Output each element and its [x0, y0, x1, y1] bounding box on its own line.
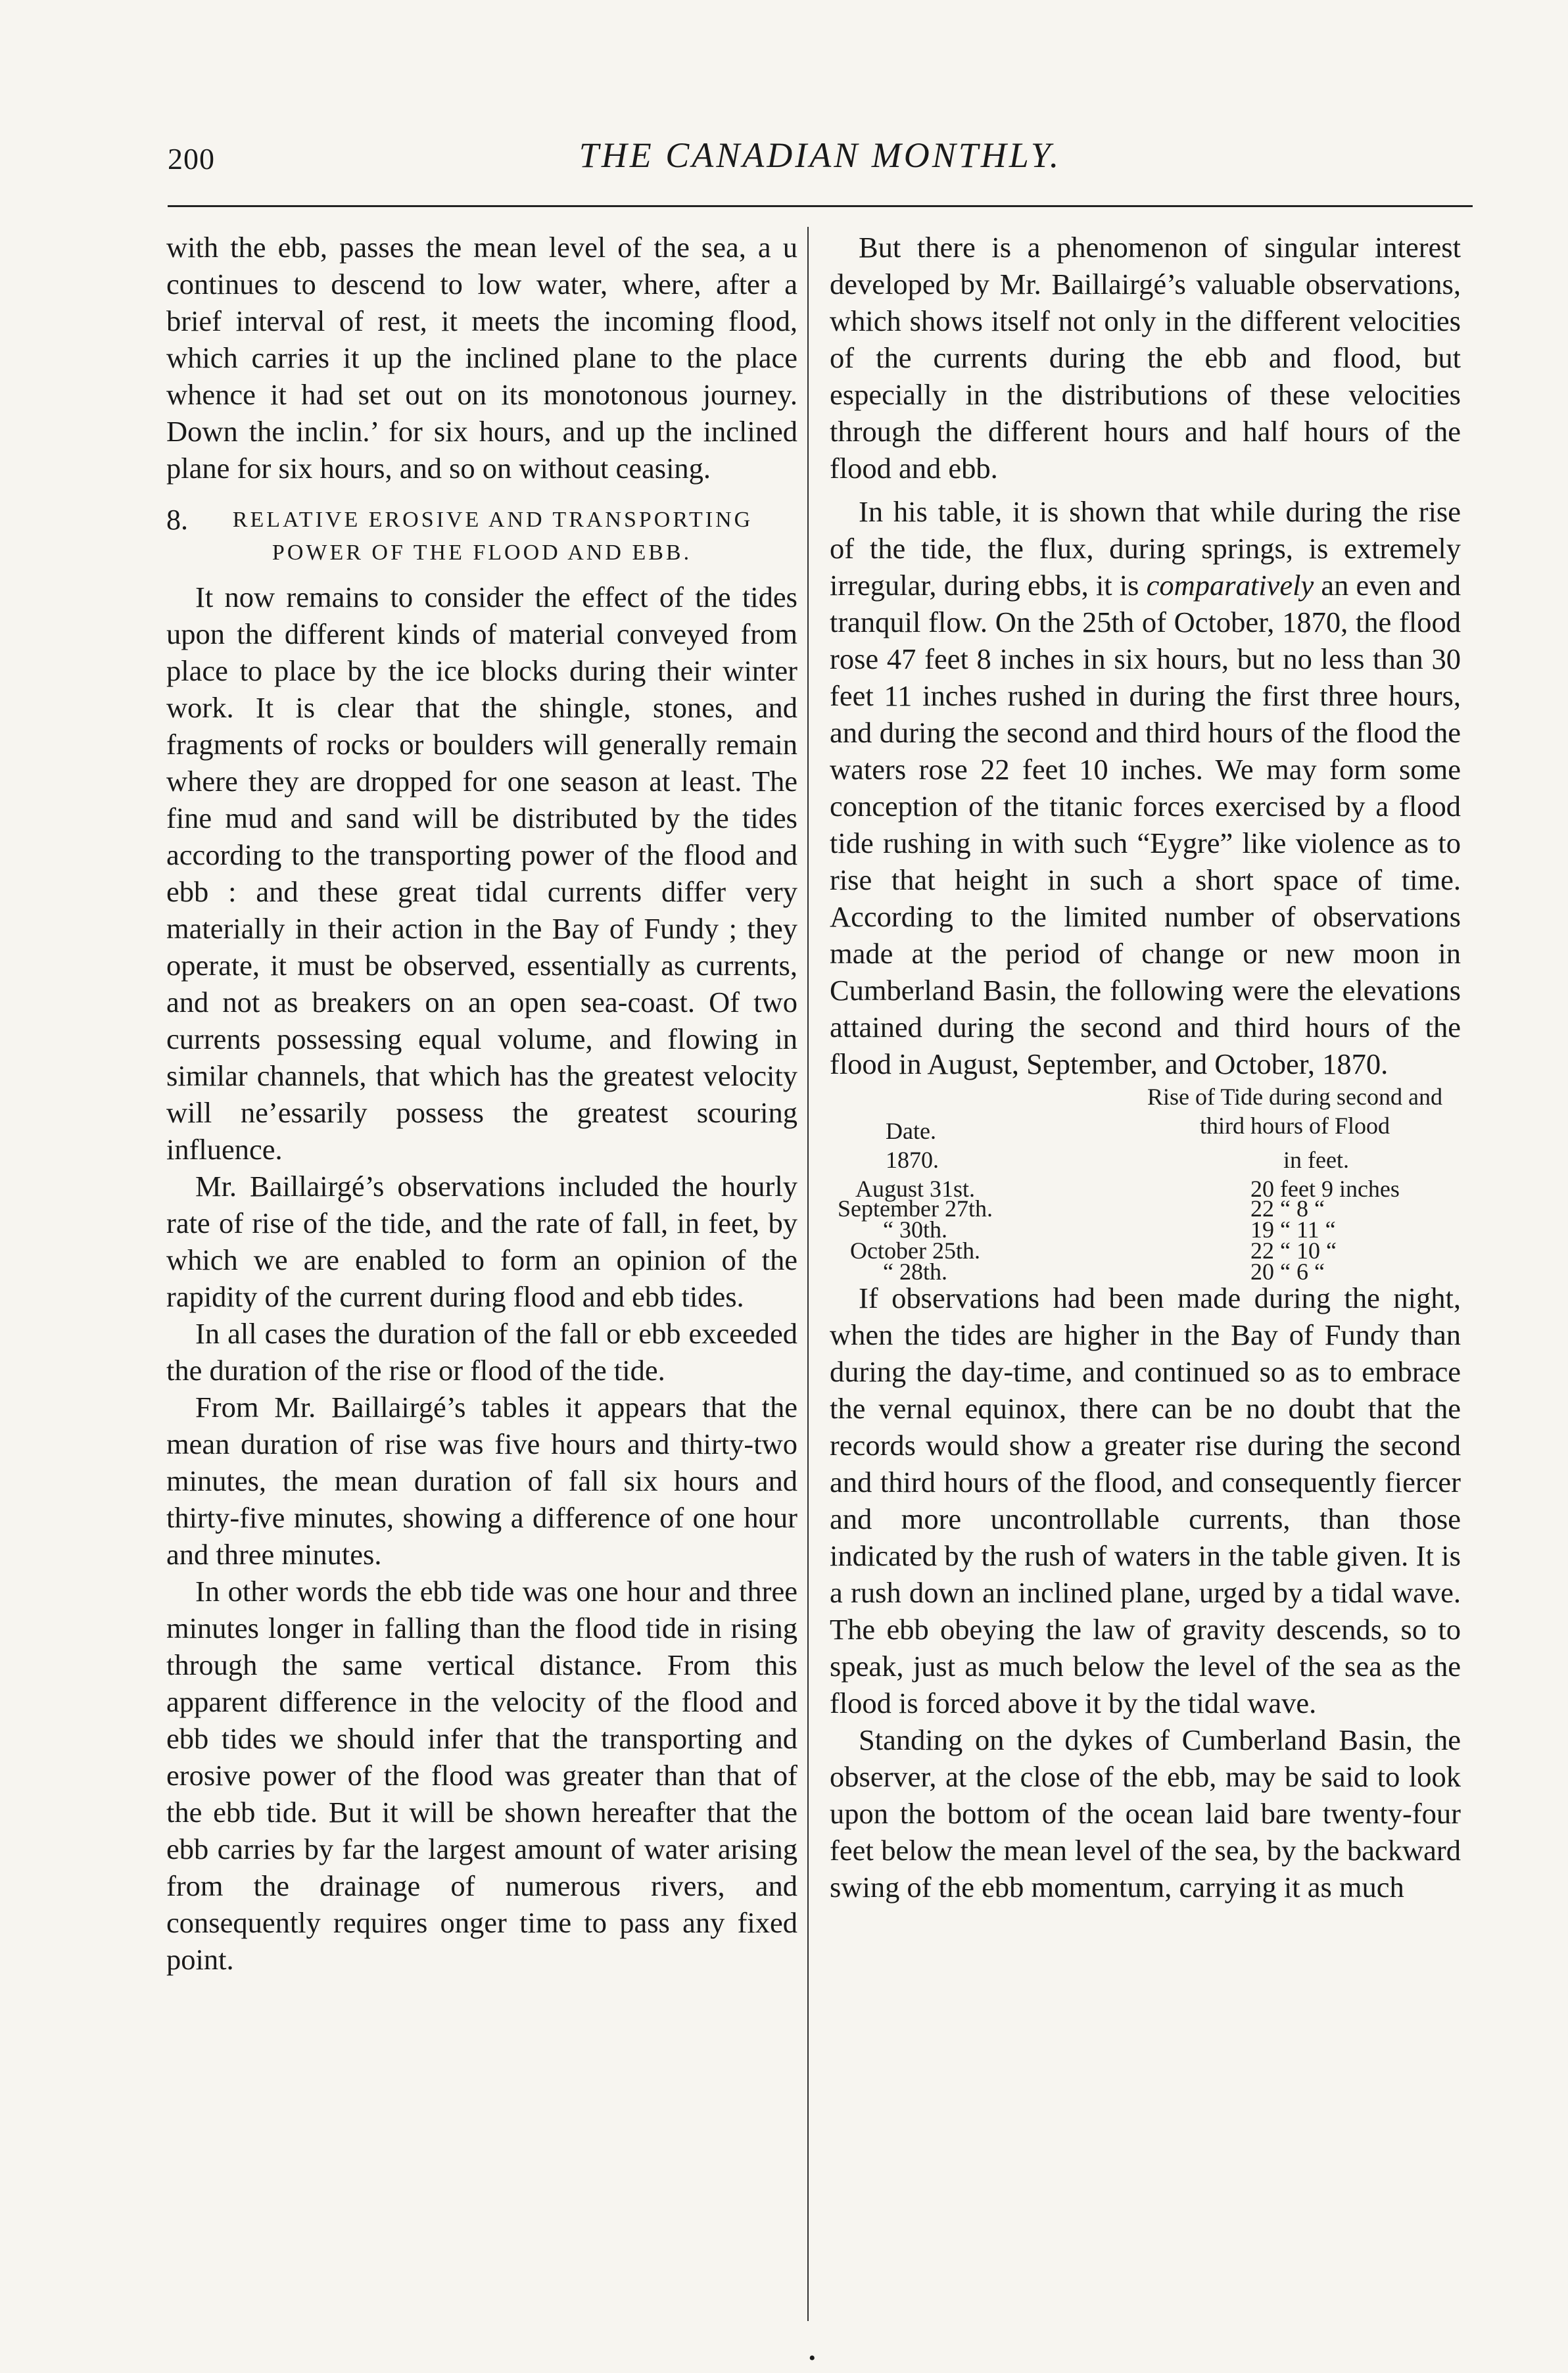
paragraph	[830, 493, 1461, 1082]
table-row	[830, 1257, 1461, 1286]
right-column	[830, 229, 1461, 1906]
paragraph: Standing on the dykes of Cumberland Basin, the observer, at the close of the ebb, may be said to look upon the bottom of the ocean laid bare twenty-four feet below the mean level of the sea, by the backward swing of the ebb momentum, carrying it as much	[830, 1723, 1461, 1904]
paragraph-text: In his table, it is shown that while during the rise of the tide, the flux, during springs, is extremely irregular, during ebbs, it is	[830, 495, 1461, 602]
table-cell-rise: 22 “ 8 “	[1250, 1195, 1325, 1222]
table-cell-date: “ 30th.	[883, 1216, 947, 1243]
table-cell-rise: 20 “ 6 “	[1250, 1258, 1325, 1285]
paragraph: Mr. Baillairgé’s observations included the hourly rate of rise of the tide, and the rate of fall, in feet, by which we are enabled to form an opinion of the rapidity of the current during flood and ebb tides.	[166, 1170, 797, 1313]
print-mark: •	[809, 2347, 816, 2369]
table-cell-rise: 20 feet 9 inches	[1250, 1176, 1400, 1202]
page-number: 200	[168, 142, 215, 176]
paragraph: It now remains to consider the effect of the tides upon the different kinds of material conveyed from place to place by the ice blocks during their winter work. It is clear that the shingle, stones, and fragments of rocks or boulders will generally remain where they are dropped for one season at least. The fine mud and sand will be distributed by the tides according to the transporting power of the flood and ebb : and these great tidal currents differ very materially in their action in the Bay of Fundy ; they operate, it must be observed, essentially as currents, and not as breakers on an open sea-coast. Of two currents possessing equal volume, and flowing in similar channels, that which has the greatest velocity will ne’essarily possess the greatest scouring influence.	[166, 581, 797, 1166]
paragraph: with the ebb, passes the mean level of the sea, a u continues to descend to low water, where, after a brief interval of rest, it meets the incoming flood, which carries it up the inclined plane to the place whence it had set out on its monotonous journey. Down the inclin.’ for six hours, and up the inclined plane for six hours, and so on without ceasing.	[166, 231, 797, 485]
paragraph: But there is a phenomenon of singular interest developed by Mr. Baillairgé’s valuable observations, which shows itself not only in the different velocities of the currents during the ebb and flood, but especially in the distributions of these velocities through the different hours and half hours of the flood and ebb.	[830, 231, 1461, 485]
table-unit: in feet.	[1283, 1147, 1349, 1173]
left-column	[166, 229, 797, 1978]
section-number: 8.	[166, 504, 188, 536]
section-heading	[166, 504, 797, 569]
table-cell-date: August 31st.	[855, 1176, 976, 1202]
table-cell-date: September 27th.	[838, 1195, 993, 1222]
paragraph: From Mr. Baillairgé’s tables it appears that the mean duration of rise was five hours and thirty-two minutes, the mean duration of fall six hours and thirty-five minutes, showing a difference of one hour and three minutes.	[166, 1391, 797, 1571]
tide-table	[830, 1082, 1461, 1285]
paragraph: In all cases the duration of the fall or ebb exceeded the duration of the rise or flood of the tide.	[166, 1317, 797, 1387]
column-divider	[807, 227, 809, 2321]
paragraph: If observations had been made during the night, when the tides are higher in the Bay of Fundy than during the day-time, and continued so as to embrace the vernal equinox, there can be no doubt that the records would show a greater rise during the second and third hours of the flood, and consequently fiercer and more uncontrollable currents, than those indicated by the rush of waters in the table given. It is a rush down an inclined plane, urged by a tidal wave. The ebb obeying the law of gravity descends, so to speak, just as much below the level of the sea as the flood is forced above it by the tidal wave.	[830, 1282, 1461, 1719]
section-title: RELATIVE EROSIVE AND TRANSPORTING POWER OF THE FLOOD AND EBB.	[232, 508, 753, 565]
emphasis-text: comparatively	[1146, 569, 1314, 602]
header-rule	[168, 205, 1473, 207]
paragraph: In other words the ebb tide was one hour and three minutes longer in falling than the flood tide in rising through the same vertical distance. From this apparent difference in the velocity of the flood and ebb tides we should infer that the transporting and erosive power of the flood was greater than that of the ebb tide. But it will be shown hereafter that the ebb carries by far the largest amount of water arising from the drainage of numerous rivers, and consequently requires onger time to pass any fixed point.	[166, 1575, 797, 1976]
paragraph-text: an even and tranquil flow. On the 25th of October, 1870, the flood rose 47 feet 8 inches in six hours, but no less than 30 feet 11 inches rushed in during the first three hours, and during the second and third hours of the flood the waters rose 22 feet 10 inches. We may form some conception of the titanic forces exercised by a flood tide rushing in with such “Eygre” like violence as to rise that height in such a short space of time. According to the limited number of observations made at the period of change or new moon in Cumberland Basin, the following were the elevations attained during the second and third hours of the flood in August, September, and October, 1870.	[830, 569, 1461, 1080]
table-cell-rise: 22 “ 10 “	[1250, 1237, 1337, 1264]
running-title: THE CANADIAN MONTHLY.	[579, 135, 1062, 175]
table-year: 1870.	[886, 1147, 939, 1173]
rise-column-header: Rise of Tide during second and third hours of Flood	[1147, 1084, 1442, 1139]
table-cell-date: “ 28th.	[883, 1258, 947, 1285]
page-header	[168, 128, 1473, 187]
table-cell-date: October 25th.	[850, 1237, 980, 1264]
date-column-header: Date.	[886, 1118, 936, 1144]
table-cell-rise: 19 “ 11 “	[1250, 1216, 1336, 1243]
